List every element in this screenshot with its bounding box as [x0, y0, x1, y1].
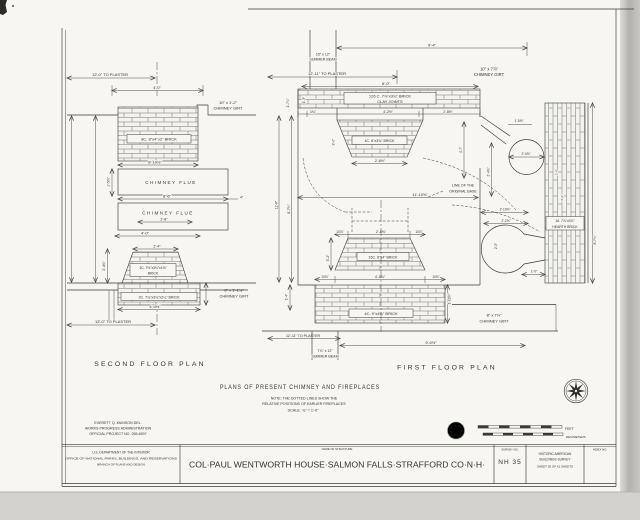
- chimney-flue-2: [118, 203, 228, 230]
- brick-label: HEARTH BRICK: [552, 224, 578, 229]
- dim-label: 4'-2½": [383, 109, 393, 114]
- index-no-label: INDEX NO.: [592, 447, 608, 452]
- agency-line: BRANCH OF PLANS AND DESIGN: [97, 462, 145, 467]
- dim-label: 1'-6": [554, 169, 559, 175]
- dim-label: 1'-3": [302, 96, 306, 104]
- dim-label: 4'-7": [459, 146, 463, 154]
- dim-label: 4": [240, 195, 244, 200]
- girt-label: 8" x 7⅞": [486, 312, 502, 318]
- earlier-fireplace-outline: [303, 158, 345, 212]
- girt-label: 10" x 7⅞": [480, 66, 498, 72]
- brick-masonry: [118, 107, 198, 161]
- plan-title-second-floor: SECOND FLOOR PLAN: [94, 361, 206, 368]
- scale-bar-label: FEET: [565, 427, 574, 431]
- dim-label: 2'-0": [331, 138, 336, 146]
- survey-no-value: NH 35: [498, 459, 522, 466]
- dim-label: 4'-5⅞": [374, 275, 386, 279]
- dim-label: 10⅝": [432, 275, 440, 279]
- beam-label: 15" x 12": [315, 52, 331, 57]
- dim-label: 12'-11" TO PLASTER: [285, 334, 321, 338]
- dim-label: 11'-6": [274, 200, 279, 210]
- dim-label: 8'-7¾": [593, 235, 597, 245]
- girt-label: CHIMNEY GIRT: [473, 72, 505, 77]
- dim-label: 4'-0": [141, 230, 149, 236]
- dim-label: 2'-5": [494, 242, 498, 250]
- delineator-credits: [85, 421, 152, 436]
- flue-label: CHIMNEY FLUE: [142, 210, 194, 216]
- dim-label: 2'-8½": [443, 109, 453, 114]
- dim-label: 12'-0" TO PLASTER: [94, 319, 132, 324]
- scale-note: SCALE: ¾" = 1'-0": [287, 408, 319, 413]
- beam-label: 7⅞" x 12": [317, 349, 333, 353]
- dim-label: 1'-5⅜": [106, 177, 111, 187]
- scan-bottom-margin: [0, 492, 640, 520]
- dim-label: 1'-0": [530, 269, 538, 274]
- brick-label: 16. 7⅞"x3⅞": [555, 219, 575, 223]
- dim-label: 4'-0½": [149, 304, 161, 309]
- annotation: LINE OF THE: [451, 183, 475, 188]
- dim-label: 12'-0" TO PLASTER: [91, 72, 129, 77]
- scale-bar-label: DECIMETERS: [566, 435, 586, 439]
- girt-label: CHIMNEY GIRT: [219, 293, 249, 299]
- graphic-scale-bars: [448, 422, 586, 439]
- dim-label: 2'-4⅝": [486, 167, 491, 177]
- brick-label: 126 C. 7⅞"x3¾" BRICK: [368, 93, 412, 99]
- credit-line: EVERETT Q. MUNSON DEL.: [94, 421, 142, 425]
- girt-label: 8" x 1'-1¾": [224, 287, 244, 293]
- beam-label: SUMMER BEAM: [311, 354, 339, 359]
- sheet-titles: [220, 384, 380, 413]
- note-line: RELATIVE POSITIONS OF EARLIER FIREPLACES: [262, 401, 346, 406]
- main-title: PLANS OF PRESENT CHIMNEY AND FIREPLACES: [220, 384, 380, 391]
- dim-label: 8'-10½": [148, 159, 162, 165]
- hearth-brick-column: [545, 103, 585, 283]
- dim-label: 8'-0": [382, 81, 390, 86]
- title-block: [62, 445, 616, 484]
- dim-label: 1¾": [310, 109, 316, 114]
- plan-title-first-floor: FIRST FLOOR PLAN: [397, 364, 497, 372]
- dim-label: 2'-6½": [374, 159, 386, 163]
- habs-line: BUILDINGS SURVEY: [539, 457, 571, 462]
- dim-label: 1'-7⅞": [286, 98, 290, 108]
- beam-label: SUMMER BEAM: [309, 57, 337, 62]
- dim-label: 2'-0⅝": [521, 152, 531, 156]
- credit-line: WORKS PROGRESS ADMINISTRATION: [84, 426, 152, 431]
- dim-label: 2'-4⅝": [102, 261, 106, 271]
- agency-line: U.S. DEPARTMENT OF THE INTERIOR: [92, 450, 150, 455]
- brick-label: 3C. 7½"x3¾"x1⅝": [139, 266, 167, 270]
- dim-label: 2'-2⅝": [501, 218, 511, 223]
- page-curl-edge: [620, 0, 640, 520]
- name-of-structure-label: NAME OF STRUCTURE: [321, 447, 353, 451]
- corner-artifact: [0, 0, 7, 15]
- brick-label: 4C. 8"x3¾" BRICK: [364, 139, 395, 143]
- dim-label: 1'-10⅝": [447, 293, 452, 305]
- dim-label: 10⅞": [415, 230, 423, 234]
- dim-label: 4'-0": [153, 86, 161, 90]
- dim-label: 4'-2": [560, 195, 564, 201]
- brick-label: 4C. 9"x4⅜" BRICK: [364, 311, 398, 316]
- dim-label: 3'-2": [326, 254, 330, 262]
- dim-label: 11'-10⅝": [412, 192, 428, 197]
- bake-oven-lower: [481, 225, 524, 273]
- dim-label: 2'-8⅝": [375, 230, 387, 234]
- credit-line: OFFICIAL PROJECT NO. 265-6907: [89, 432, 147, 436]
- girt-label: CHIMNEY GIRT: [213, 105, 243, 111]
- brick-label: 16C. 8"x4" BRICK: [368, 255, 398, 260]
- dim-label: 2'-8": [160, 217, 168, 222]
- dim-label: 12'-11" TO PLASTER: [308, 71, 346, 76]
- dim-label: 2'-10⅝": [499, 207, 511, 212]
- second-floor-plan: [67, 62, 256, 368]
- dim-label: 9'-0½": [425, 340, 437, 345]
- dim-label: 10⅝": [321, 275, 329, 279]
- compass-rose-icon: [564, 379, 588, 403]
- annotation: ORIGINAL BASE: [449, 189, 477, 194]
- habs-sheet-count: SHEET 30 OF 41 SHEETS: [536, 464, 574, 469]
- dim-label: 2'-4": [153, 244, 161, 249]
- flue-label: CHIMNEY FLUE: [145, 180, 197, 185]
- dim-label: 10⅞": [336, 230, 344, 234]
- dim-label: 8'-6": [163, 193, 171, 199]
- girt-label: CHIMNEY GIRT: [479, 318, 509, 324]
- survey-no-label: SURVEY NO.: [501, 447, 519, 452]
- brick-label: 8C. 8"x4"x2" BRICK: [141, 136, 177, 142]
- first-floor-plan: [262, 30, 558, 372]
- stamp-seal: [448, 422, 465, 439]
- oven-section: [452, 103, 597, 331]
- brick-label: CLAY JOINTS: [377, 98, 403, 104]
- structure-name: COL·PAUL WENTWORTH HOUSE·SALMON FALLS·STRAFFORD CO·N·H·: [189, 460, 485, 470]
- girt-label: 10" x 1'-2": [218, 100, 238, 105]
- note-line: NOTE: THE DOTTED LINES SHOW THE: [270, 396, 338, 401]
- dim-label: 9'-4": [428, 42, 436, 48]
- habs-line: HISTORIC AMERICAN: [538, 452, 572, 456]
- dim-label: 1'-5⅝": [514, 119, 524, 123]
- dim-label: 8'-7¾": [287, 204, 291, 214]
- brick-label: BRICK: [147, 271, 159, 276]
- agency-line: OFFICE OF NATIONAL PARKS, BUILDINGS, AND RESERVATIONS: [65, 456, 178, 461]
- brick-label: 3C. 7¾"x3¾"x2¼" BRICK: [138, 295, 180, 300]
- dim-label: 1'-4": [284, 293, 289, 301]
